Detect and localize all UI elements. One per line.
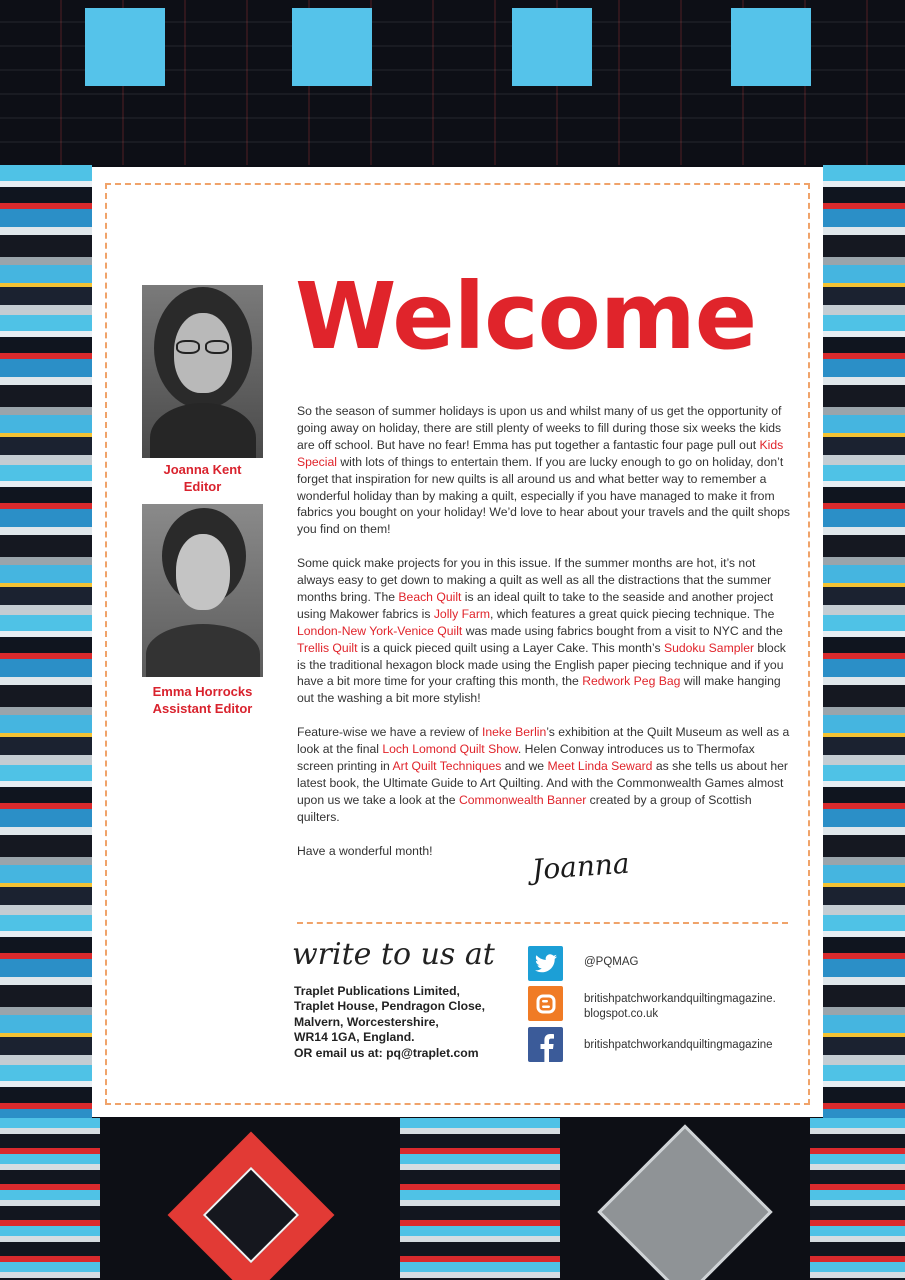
facebook-icon[interactable] [528, 1027, 563, 1062]
editor-name: Joanna Kent [163, 462, 242, 477]
blogger-icon[interactable] [528, 986, 563, 1021]
twitter-icon[interactable] [528, 946, 563, 981]
feature-link: Loch Lomond Quilt Show [382, 742, 518, 757]
feature-link: Redwork Peg Bag [582, 674, 681, 689]
welcome-card [92, 167, 823, 1117]
postal-address [294, 984, 514, 1061]
blog-url[interactable]: britishpatchworkandquiltingmagazine. blogspot.co.uk [584, 993, 776, 1020]
address-line: Malvern, Worcestershire, [294, 1014, 439, 1029]
closing-line: Have a wonderful month! [297, 843, 433, 858]
quilt-background-right [823, 165, 905, 1120]
facebook-page[interactable]: britishpatchworkandquiltingmagazine [584, 1039, 773, 1051]
feature-link: Ineke Berlin [481, 725, 547, 740]
feature-link: Trellis Quilt [297, 640, 358, 655]
quilt-panel [100, 1118, 400, 1280]
signature: Joanna [530, 846, 631, 887]
feature-link: Beach Quilt [398, 589, 462, 604]
quilt-square [292, 8, 372, 86]
contact-heading: write to us at [292, 937, 495, 972]
quilt-diamond [597, 1124, 772, 1280]
page-title: Welcome [295, 263, 757, 370]
address-line: Traplet Publications Limited, [294, 984, 460, 998]
feature-link: Jolly Farm [433, 606, 491, 621]
email-line[interactable]: OR email us at: pq@traplet.com [294, 1045, 479, 1060]
quilt-background-top [0, 0, 905, 165]
assistant-editor-role: Assistant Editor [152, 701, 253, 716]
quilt-background-left [0, 165, 92, 1120]
editor-caption [132, 461, 273, 495]
address-line: Traplet House, Pendragon Close, [294, 999, 485, 1014]
quilt-square [512, 8, 592, 86]
quilt-square [85, 8, 165, 86]
feature-link: London-New York-Venice Quilt [297, 623, 463, 638]
quilt-background-bottom [0, 1118, 905, 1280]
feature-link: Kids Special [297, 437, 784, 469]
quilt-panel [560, 1118, 810, 1280]
twitter-handle[interactable]: @PQMAG [584, 956, 639, 968]
quilt-square [731, 8, 811, 86]
assistant-editor-photo [142, 504, 263, 677]
paragraph: So the season of summer holidays is upon us and whilst many of us get the opportunity of going away on holiday, there are still plenty of weeks to fill during those six weeks the kids are off school. But have no fear! Emma has put together a fantastic four page pull out Kids Special with lots of things to entertain them. If you are lucky enough to go on holiday, don’t forget that inspiration for new quilts is all around us and what better way to remember a wonderful holiday than by making a quilt, especially if you have managed to make it from fabrics you bought on your holiday! We’d love to hear about your travels and the quilt shops you find on them! [297, 404, 790, 537]
feature-link: Commonwealth Banner [458, 792, 587, 807]
paragraph: Feature-wise we have a review of Ineke Berlin’s exhibition at the Quilt Museum as well as a look at the final Loch Lomond Quilt Show. Helen Conway introduces us to Thermofax screen printing in Art Quilt Techniques and we Meet Linda Seward as she tells us about her latest book, the Ultimate Guide to Art Quilting. And with the Commonwealth Games almost upon us we take a look at the Commonwealth Banner created by a group of Scottish quilters. [297, 725, 790, 824]
feature-link: Meet Linda Seward [547, 759, 653, 773]
editorial-text [297, 403, 792, 876]
paragraph: Some quick make projects for you in this issue. If the summer months are hot, it’s not always easy to get down to making a quilt as well as all the distractions that the summer months bring. The Beach Quilt is an ideal quilt to take to the seaside and another project using Makower fabrics is Jolly Farm, which features a great quick piecing technique. The London-New York-Venice Quilt was made using fabrics bought from a visit to NYC and the Trellis Quilt is a quick pieced quilt using a Layer Cake. This month’s Sudoku Sampler block is the traditional hexagon block made using the English paper piecing technique and if you have a bit more time for your crafting this month, the Redwork Peg Bag will make hanging out the washing a bit more stylish! [297, 556, 786, 706]
assistant-editor-name: Emma Horrocks [152, 684, 253, 699]
editor-role: Editor [183, 479, 222, 494]
editor-photo [142, 285, 263, 458]
feature-link: Sudoku Sampler [663, 640, 755, 655]
assistant-editor-caption [132, 683, 273, 717]
address-line: WR14 1GA, England. [294, 1030, 415, 1045]
feature-link: Art Quilt Techniques [392, 759, 502, 773]
divider [297, 922, 788, 924]
